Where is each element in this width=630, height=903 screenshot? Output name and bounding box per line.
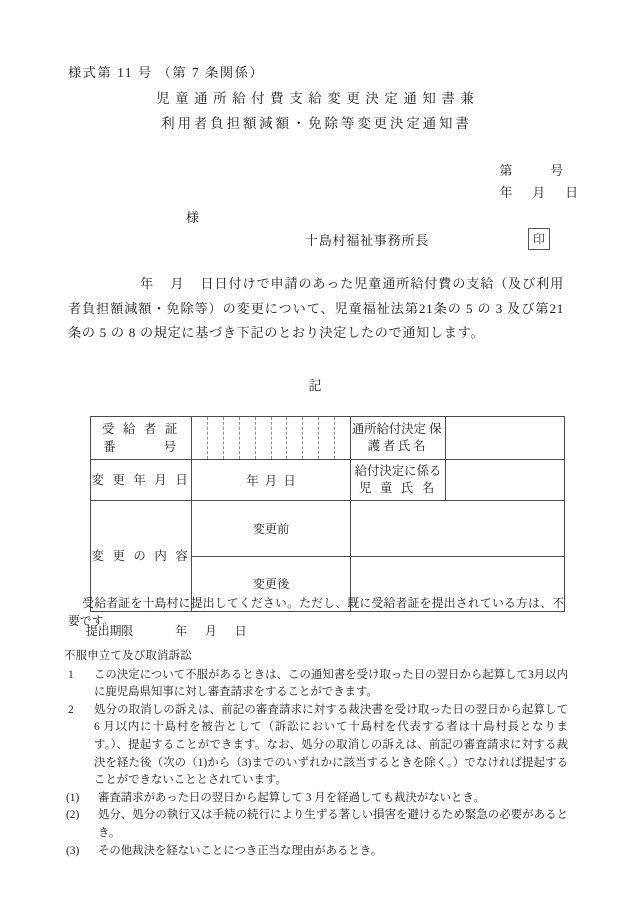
child-name-label bbox=[351, 460, 446, 501]
date-day-label: 日 bbox=[565, 186, 578, 200]
cert-digit-cell[interactable] bbox=[287, 417, 303, 459]
cert-digit-cell[interactable] bbox=[208, 417, 224, 459]
submission-deadline bbox=[86, 622, 247, 639]
change-before-label: 変更前 bbox=[192, 501, 351, 557]
body-date-year: 年 bbox=[140, 276, 155, 291]
issuer-name: 十島村福祉事務所長 bbox=[305, 233, 430, 248]
child-name-value[interactable] bbox=[446, 460, 565, 501]
guardian-name-value[interactable] bbox=[446, 417, 565, 460]
document-number-prefix: 第 bbox=[499, 164, 513, 178]
appeal-item-text: この決定について不服があるときは、この通知書を受け取った日の翌日から起算して3月以内に鹿児島県知事に対し審査請求をすることができます。 bbox=[94, 668, 568, 699]
title-line-1: 児童通所給付費支給変更決定通知書兼 bbox=[156, 91, 480, 106]
appeal-item-text: 処分の取消しの訴えは、前記の審査請求に対する裁決書を受け取った日の翌日から起算して 6 月以内に十島村を被告として（訴訟において十島村を代表する者は十島村長となります。）、提起することができます。なお、処分の取消しの訴えは、前記の審査請求に対する裁決を経た後（次の（1)から（3)までのいずれかに該当するときを除く。）でなければ提起することができないこととされています。 bbox=[94, 703, 568, 787]
appeal-item bbox=[64, 667, 568, 702]
body-date-month: 月 bbox=[170, 276, 185, 291]
appeal-section-title: 不服申立て及び取消訴訟 bbox=[64, 650, 192, 662]
certificate-submission-note-text: 受給者証を十島村に提出してください。ただし、既に受給者証を提出されている方は、不要です。 bbox=[68, 596, 564, 628]
appeal-item-text: その他裁決を経ないことにつき正当な理由があるとき。 bbox=[98, 844, 383, 857]
appeal-item-marker: (3) bbox=[66, 844, 80, 857]
appeal-item-text: 処分、処分の執行又は手続の続行により生ずる著しい損害を避けるため緊急の必要があるとき。 bbox=[98, 809, 568, 839]
date-month-label: 月 bbox=[532, 186, 546, 200]
decision-table bbox=[90, 416, 565, 612]
date-year-label: 年 bbox=[499, 186, 513, 200]
recipient-cert-label bbox=[91, 417, 192, 460]
guardian-name-label bbox=[351, 417, 446, 460]
change-date-month: 月 bbox=[264, 474, 284, 488]
cert-digit-cell[interactable] bbox=[319, 417, 335, 459]
child-label-line2: 児 童 氏 名 bbox=[359, 481, 437, 495]
submission-deadline-label: 提出期限 bbox=[86, 624, 134, 638]
addressee-honorific: 様 bbox=[186, 210, 200, 225]
appeal-item-marker: 1 bbox=[68, 668, 74, 681]
cert-digit-cell[interactable] bbox=[272, 417, 288, 459]
change-date-label-text: 変 更 年 月 日 bbox=[91, 473, 191, 487]
change-after-label: 変更後 bbox=[192, 556, 351, 612]
body-date-day: 日 bbox=[200, 276, 215, 291]
document-date-row bbox=[500, 182, 578, 204]
submission-deadline-day: 日 bbox=[234, 624, 247, 638]
record-mark: 記 bbox=[308, 378, 322, 393]
table-row-recipient-cert bbox=[91, 417, 565, 460]
recipient-cert-number-grid[interactable] bbox=[192, 417, 350, 459]
recipient-cert-label-line2: 番 号 bbox=[103, 440, 179, 454]
appeal-item bbox=[64, 807, 568, 842]
appeal-item-marker: 2 bbox=[68, 703, 74, 716]
change-content-label-text: 変 更 の 内 容 bbox=[91, 549, 191, 563]
seal-stamp-box: 印 bbox=[528, 228, 550, 250]
change-date-label bbox=[91, 460, 192, 501]
appeal-item bbox=[64, 702, 568, 790]
form-number: 様式第 11 号 （第 7 条関係） bbox=[68, 65, 265, 80]
change-date-day: 日 bbox=[283, 474, 302, 488]
recipient-cert-label-line1: 受 給 者 証 bbox=[102, 422, 180, 436]
document-number-row bbox=[500, 160, 578, 182]
change-date-value[interactable] bbox=[192, 460, 351, 501]
table-row-change-before bbox=[91, 501, 565, 557]
title-line-2: 利用者負担額減額・免除等変更決定通知書 bbox=[161, 116, 472, 131]
appeal-item bbox=[64, 843, 568, 861]
appeal-section bbox=[64, 648, 568, 860]
cert-digit-cell[interactable] bbox=[335, 417, 350, 459]
body-paragraph bbox=[68, 272, 564, 346]
table-row-change-date bbox=[91, 460, 565, 501]
cert-digit-cell[interactable] bbox=[256, 417, 272, 459]
appeal-item-marker: (1) bbox=[66, 791, 80, 804]
change-date-year: 年 bbox=[246, 474, 265, 488]
document-meta bbox=[500, 160, 578, 204]
submission-deadline-year: 年 bbox=[175, 624, 188, 638]
submission-deadline-month: 月 bbox=[205, 624, 217, 638]
cert-digit-cell[interactable] bbox=[303, 417, 319, 459]
cert-digit-cell[interactable] bbox=[224, 417, 240, 459]
cert-digit-cell[interactable] bbox=[192, 417, 208, 459]
body-text: 日付けで申請のあった児童通所給付費の支給（及び利用者負担額減額・免除等）の変更について、児童福祉法第21条の 5 の 3 及び第21条の 5 の 8 の規定に基づき下記のとおり決定したので通知します。 bbox=[68, 276, 564, 340]
recipient-cert-number-input[interactable] bbox=[192, 417, 351, 460]
child-label-line1: 給付決定に係る bbox=[354, 464, 442, 478]
guardian-label-line2: 保護者氏名 bbox=[367, 422, 445, 453]
appeal-item-text: 審査請求があった日の翌日から起算して 3 月を経過しても裁決がないとき。 bbox=[98, 791, 485, 804]
document-number-suffix: 号 bbox=[550, 164, 564, 178]
guardian-label-line1: 通所給付決定 bbox=[351, 422, 427, 436]
cert-digit-cell[interactable] bbox=[240, 417, 256, 459]
document-title bbox=[0, 86, 630, 136]
appeal-item-marker: (2) bbox=[66, 809, 80, 822]
change-before-value[interactable] bbox=[351, 501, 565, 557]
appeal-item bbox=[64, 790, 568, 808]
